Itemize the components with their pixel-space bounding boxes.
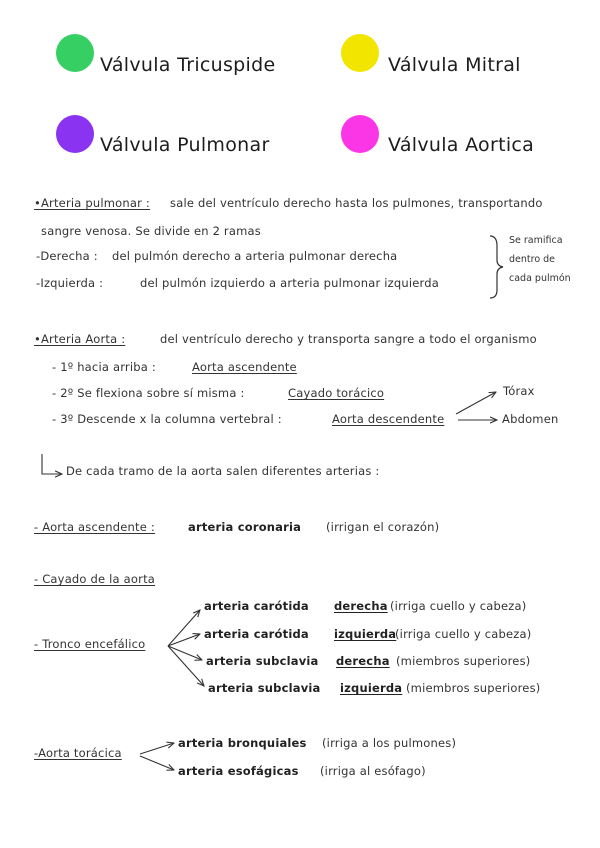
pulmonar-izquierda-text: del pulmón izquierdo a arteria pulmonar izquierda — [140, 276, 439, 290]
hook-arrow-tramos — [42, 454, 62, 474]
tronco-arrow-3 — [168, 646, 202, 660]
cayado-branch-1-artery: arteria carótida — [204, 599, 309, 613]
cayado-branch-1-side: derecha — [334, 599, 388, 613]
tronco-encefalico-label: - Tronco encefálico — [34, 637, 146, 651]
pulmonar-note-2: dentro de — [509, 254, 556, 265]
pulmonar-note-3: cada pulmón — [509, 273, 571, 284]
pulmonar-note-1: Se ramifica — [509, 235, 563, 246]
pulmonar-derecha-label: -Derecha : — [36, 249, 98, 263]
cayado-branch-3-side: derecha — [336, 654, 390, 668]
legend-label-aortica: Válvula Aortica — [388, 134, 535, 156]
cayado-branch-2-note: (irriga cuello y cabeza) — [395, 627, 532, 641]
aorta-desc: del ventrículo derecho y transporta sangre a todo el organismo — [160, 332, 537, 346]
pulmonar-desc-2: sangre venosa. Se divide en 2 ramas — [41, 224, 261, 238]
aorta-step1-term: Aorta ascendente — [192, 360, 297, 374]
tronco-arrow-4 — [168, 646, 204, 686]
tronco-arrow-1 — [168, 610, 200, 646]
aorta-branch-abdomen: Abdomen — [502, 412, 559, 426]
aorta-step3-term: Aorta descendente — [332, 412, 445, 426]
cayado-label: - Cayado de la aorta — [34, 572, 156, 586]
cayado-branch-3-note: (miembros superiores) — [396, 654, 531, 668]
legend-label-pulmonar: Válvula Pulmonar — [100, 134, 270, 156]
ascendente-artery: arteria coronaria — [188, 520, 302, 534]
aorta-tramos-text: De cada tramo de la aorta salen diferentes arterias : — [66, 464, 380, 478]
pulmonar-izquierda-label: -Izquierda : — [36, 276, 104, 290]
pulmonar-desc-1: sale del ventrículo derecho hasta los pulmones, transportando — [170, 196, 543, 210]
toracica-arrow-1 — [140, 743, 174, 754]
ascendente-note: (irrigan el corazón) — [326, 520, 440, 534]
cayado-branch-4-artery: arteria subclavia — [208, 681, 321, 695]
pulmonar-derecha-text: del pulmón derecho a arteria pulmonar derecha — [112, 249, 398, 263]
toracica-branch-1-note: (irriga a los pulmones) — [322, 736, 457, 750]
cayado-branch-4-note: (miembros superiores) — [406, 681, 541, 695]
pulmonar-brace — [490, 236, 503, 298]
aorta-branch-torax: Tórax — [503, 384, 535, 398]
toracica-arrow-2 — [140, 756, 174, 770]
toracica-branch-1-artery: arteria bronquiales — [178, 736, 307, 750]
toracica-branch-2-artery: arteria esofágicas — [178, 764, 299, 778]
cayado-branch-2-artery: arteria carótida — [204, 627, 309, 641]
aorta-step3-prefix: - 3º Descende x la columna vertebral : — [52, 412, 282, 426]
ascendente-label: - Aorta ascendente : — [34, 520, 155, 534]
toracica-label: -Aorta torácica — [34, 746, 122, 760]
cayado-branch-4-side: izquierda — [340, 681, 403, 695]
cayado-branch-3-artery: arteria subclavia — [206, 654, 319, 668]
legend-label-tricuspide: Válvula Tricuspide — [100, 54, 276, 76]
aorta-title: •Arteria Aorta : — [34, 332, 126, 346]
toracica-branch-2-note: (irriga al esófago) — [320, 764, 426, 778]
arrow-to-torax — [456, 392, 496, 414]
legend-label-mitral: Válvula Mitral — [388, 54, 521, 76]
pulmonar-title: •Arteria pulmonar : — [34, 196, 151, 210]
aorta-step1-prefix: - 1º hacia arriba : — [52, 360, 156, 374]
aorta-step2-prefix: - 2º Se flexiona sobre sí misma : — [52, 386, 245, 400]
aorta-step2-term: Cayado torácico — [288, 386, 385, 400]
cayado-branch-1-note: (irriga cuello y cabeza) — [390, 599, 527, 613]
cayado-branch-2-side: izquierda — [334, 627, 397, 641]
